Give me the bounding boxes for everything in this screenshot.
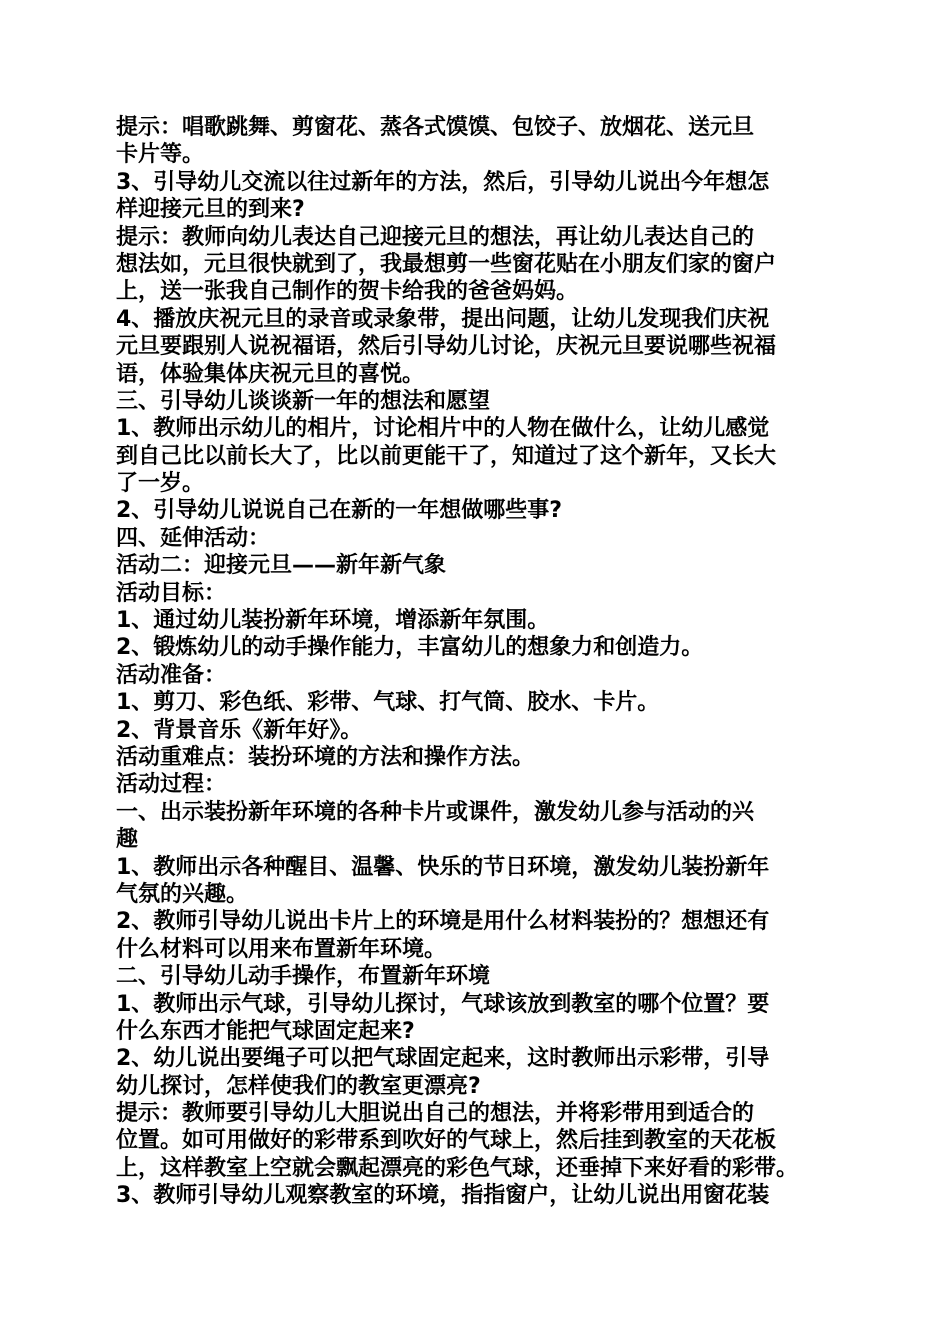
text-line: 2、幼儿说出要绳子可以把气球固定起来，这时教师出示彩带，引导 [116,1046,770,1072]
text-line: 1、剪刀、彩色纸、彩带、气球、打气筒、胶水、卡片。 [116,690,660,716]
text-line: 1、通过幼儿装扮新年环境，增添新年氛围。 [116,608,550,634]
text-line: 卡片等。 [116,142,205,168]
text-line: 幼儿探讨，怎样使我们的教室更漂亮? [116,1073,481,1099]
text-line: 提示：唱歌跳舞、剪窗花、蒸各式馍馍、包饺子、放烟花、送元旦 [116,115,755,140]
text-line: 3、引导幼儿交流以往过新年的方法，然后，引导幼儿说出今年想怎 [116,169,770,195]
text-line: 趣 [116,827,139,853]
text-line: 上，这样教室上空就会飘起漂亮的彩色气球，还垂掉下来好看的彩带。 [116,1155,799,1181]
text-line: 活动二：迎接元旦——新年新气象 [116,553,447,579]
text-line: 四、延伸活动： [116,525,271,551]
text-line: 气氛的兴趣。 [116,881,249,907]
text-line: 什么材料可以用来布置新年环境。 [116,936,447,962]
text-line: 位置。如可用做好的彩带系到吹好的气球上，然后挂到教室的天花板 [116,1128,777,1154]
text-line: 到自己比以前长大了，比以前更能干了，知道过了这个新年，又长大 [116,443,777,469]
text-line: 提示：教师向幼儿表达自己迎接元旦的想法，再让幼儿表达自己的 [116,224,755,250]
text-line: 4、播放庆祝元旦的录音或录象带，提出问题，让幼儿发现我们庆祝 [116,306,770,332]
document-page [116,114,846,1210]
text-line: 二、引导幼儿动手操作，布置新年环境 [116,964,491,990]
text-line: 活动过程： [116,772,227,798]
text-line: 三、引导幼儿谈谈新一年的想法和愿望 [116,388,491,414]
text-line: 了一岁。 [116,471,205,497]
text-line: 样迎接元旦的到来? [116,197,305,223]
text-line: 活动重难点：装扮环境的方法和操作方法。 [116,744,535,770]
text-line: 活动目标： [116,580,227,606]
text-line: 活动准备： [116,662,227,688]
text-line: 语，体验集体庆祝元旦的喜悦。 [116,361,425,387]
text-line: 提示：教师要引导幼儿大胆说出自己的想法，并将彩带用到适合的 [116,1101,755,1127]
text-line: 上，送一张我自己制作的贺卡给我的爸爸妈妈。 [116,279,579,305]
text-line: 1、教师出示气球，引导幼儿探讨，气球该放到教室的哪个位置？要 [116,991,770,1017]
text-line: 元旦要跟别人说祝福语，然后引导幼儿讨论，庆祝元旦要说哪些祝福 [116,334,777,360]
text-line: 什么东西才能把气球固定起来? [116,1018,415,1044]
text-line: 1、教师出示各种醒目、温馨、快乐的节日环境，激发幼儿装扮新年 [116,854,770,880]
text-line: 想法如，元旦很快就到了，我最想剪一些窗花贴在小朋友们家的窗户 [116,251,777,277]
text-line: 2、背景音乐《新年好》。 [116,717,363,743]
text-line: 2、引导幼儿说说自己在新的一年想做哪些事? [116,498,563,524]
text-line: 1、教师出示幼儿的相片，讨论相片中的人物在做什么，让幼儿感觉 [116,416,770,442]
text-line: 一、出示装扮新年环境的各种卡片或课件，激发幼儿参与活动的兴 [116,799,755,825]
text-line: 3、教师引导幼儿观察教室的环境，指指窗户，让幼儿说出用窗花装 [116,1183,770,1209]
text-line: 2、锻炼幼儿的动手操作能力，丰富幼儿的想象力和创造力。 [116,635,704,661]
text-line: 2、教师引导幼儿说出卡片上的环境是用什么材料装扮的？想想还有 [116,909,770,935]
